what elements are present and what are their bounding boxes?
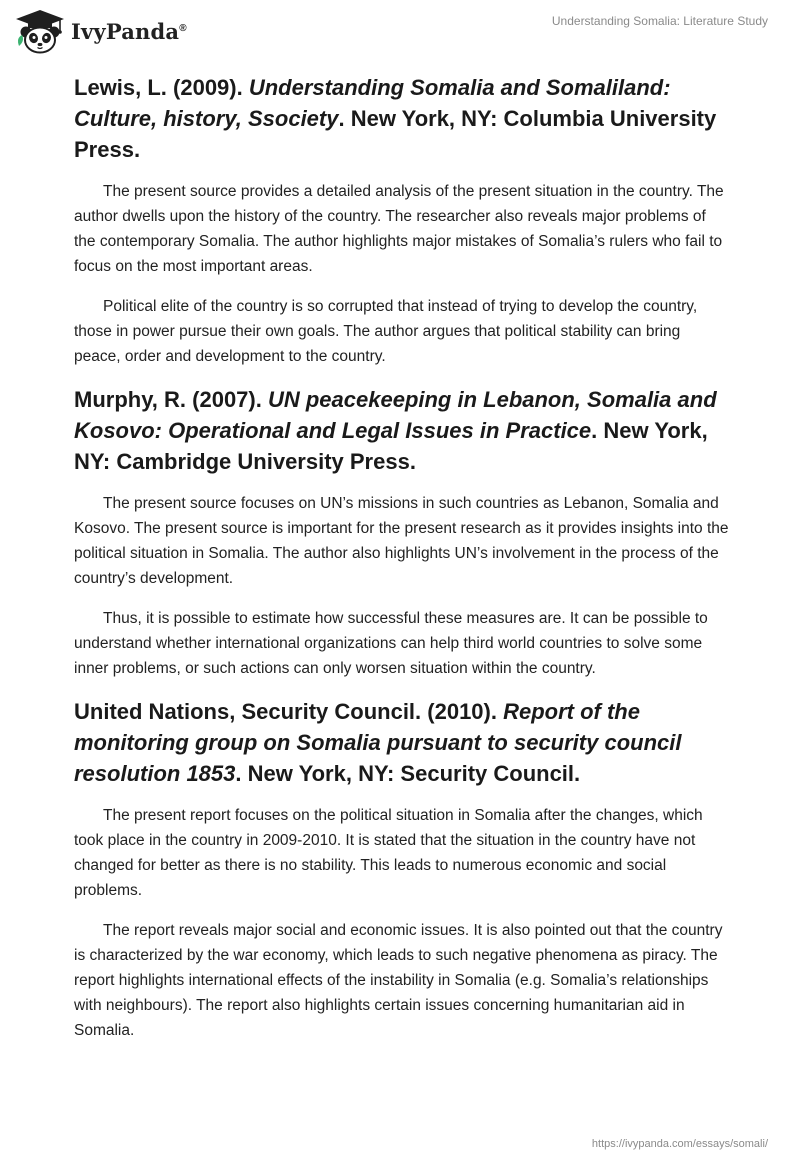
reference-heading-lewis: Lewis, L. (2009). Understanding Somalia and Somaliland: Culture, history, Ssociety. New York, NY: Columbia University Press.	[74, 75, 717, 162]
source-url-link[interactable]: https://ivypanda.com/essays/somali/	[591, 1138, 768, 1150]
annotation-paragraph: The present report focuses on the political situation in Somalia after the changes, which took place in the country in 2009-2010. It is stated that the situation in the country have not changed for better as there is no stability. This leads to numerous economic and social problems.	[74, 807, 703, 899]
literature-study-content	[74, 72, 730, 1058]
brand-name: IvyPanda®	[71, 18, 187, 44]
reference-heading-un-security-council: United Nations, Security Council. (2010). Report of the monitoring group on Somalia pursuant to security council resolution 1853. New York, NY: Security Council.	[74, 699, 682, 786]
annotation-paragraph: The present source focuses on UN’s missions in such countries as Lebanon, Somalia and Kosovo. The present source is important for the present research as it provides insights into the political situation in Somalia. The author also highlights UN’s involvement in the process of the country’s development.	[74, 495, 729, 587]
panda-graduation-cap-icon	[14, 8, 66, 54]
reference-heading-murphy: Murphy, R. (2007). UN peacekeeping in Lebanon, Somalia and Kosovo: Operational and Legal Issues in Practice. New York, NY: Cambridge University Press.	[74, 387, 717, 474]
reference-title: Report of the monitoring group on Somalia pursuant to security council resolution 1853	[74, 699, 682, 786]
reference-title: UN peacekeeping in Lebanon, Somalia and Kosovo: Operational and Legal Issues in Practice	[74, 387, 717, 443]
document-title: Understanding Somalia: Literature Study	[551, 14, 768, 28]
registered-mark: ®	[179, 22, 187, 34]
annotation-paragraph: The present source provides a detailed analysis of the present situation in the country. The author dwells upon the history of the country. The researcher also reveals major problems of the contemporary Somalia. The author highlights major mistakes of Somalia’s rulers who fail to focus on the most important areas.	[74, 183, 724, 275]
annotation-paragraph: The report reveals major social and economic issues. It is also pointed out that the country is characterized by the war economy, which leads to such negative phenomena as piracy. The report highlights international effects of the instability in Somalia (e.g. Somalia’s relationships with neighbours). The report also highlights certain issues concerning humanitarian aid in Somalia.	[74, 922, 723, 1039]
annotation-paragraph: Thus, it is possible to estimate how successful these measures are. It can be possible to understand whether international organizations can help third world countries to solve some inner problems, or such actions can only worsen situation within the country.	[74, 610, 708, 677]
reference-title: Understanding Somalia and Somaliland: Culture, history, Ssociety	[74, 75, 671, 131]
annotation-paragraph: Political elite of the country is so corrupted that instead of trying to develop the country, those in power pursue their own goals. The author argues that political stability can bring peace, order and development to the country.	[74, 298, 698, 365]
brand-logo[interactable]	[14, 8, 187, 54]
page-header	[0, 0, 800, 70]
